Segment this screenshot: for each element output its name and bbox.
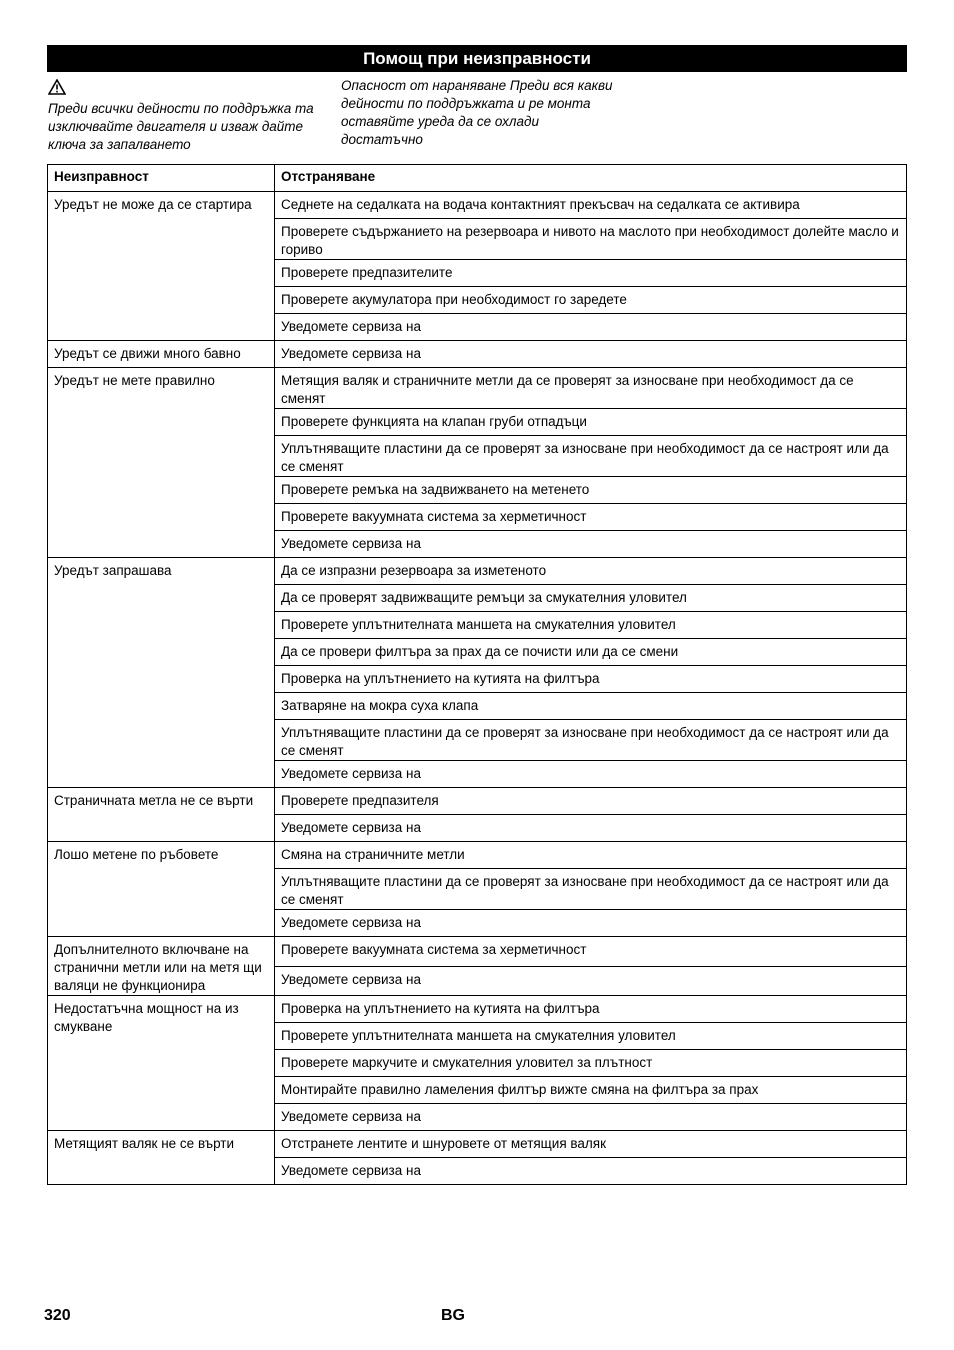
fault-cell: Уредът не мете правилно — [48, 368, 275, 558]
fault-cell: Уредът запрашава — [48, 558, 275, 788]
remedy-cell: Проверете вакуумната система за херметичност — [275, 504, 907, 531]
remedy-cell: Отстранете лентите и шнуровете от метящия валяк — [275, 1131, 907, 1158]
remedy-cell: Уведомете сервиза на — [275, 341, 907, 368]
remedy-cell: Проверете предпазителите — [275, 260, 907, 287]
remedy-cell: Проверете вакуумната система за херметичност — [275, 937, 907, 967]
remedy-cell: Проверка на уплътнението на кутията на филтъра — [275, 996, 907, 1023]
remedy-cell: Проверете маркучите и смукателния уловител за плътност — [275, 1050, 907, 1077]
remedy-cell: Проверете функцията на клапан груби отпадъци — [275, 409, 907, 436]
remedy-cell: Уведомете сервиза на — [275, 910, 907, 937]
table-row — [48, 192, 907, 219]
remedy-cell: Уплътняващите пластини да се проверят за износване при необходимост да се настроят или да се сменят — [275, 869, 907, 910]
table-row — [48, 842, 907, 869]
fault-cell: Уредът не може да се стартира — [48, 192, 275, 341]
page-number: 320 — [44, 1307, 71, 1324]
fault-cell: Страничната метла не се върти — [48, 788, 275, 842]
remedy-cell: Уведомете сервиза на — [275, 531, 907, 558]
remedy-cell: Проверете уплътнителната маншета на смукателния уловител — [275, 612, 907, 639]
remedy-cell: Проверете съдържанието на резервоара и нивото на маслото при необходимост долейте масло и гориво — [275, 219, 907, 260]
remedy-cell: Проверете акумулатора при необходимост го заредете — [275, 287, 907, 314]
remedy-cell: Уведомете сервиза на — [275, 1104, 907, 1131]
section-title: Помощ при неизправности — [47, 45, 907, 72]
fault-cell: Лошо метене по ръбовете — [48, 842, 275, 937]
column-header-remedy: Отстраняване — [275, 165, 907, 192]
table-row — [48, 558, 907, 585]
fault-cell: Недостатъчна мощност на из смукване — [48, 996, 275, 1131]
remedy-cell: Метящия валяк и страничните метли да се проверят за износване при необходимост да се сменят — [275, 368, 907, 409]
table-row — [48, 1131, 907, 1158]
table-row — [48, 341, 907, 368]
remedy-cell: Уведомете сервиза на — [275, 966, 907, 996]
remedy-cell: Уплътняващите пластини да се проверят за износване при необходимост да се настроят или да се сменят — [275, 436, 907, 477]
table-row — [48, 937, 907, 967]
warning-note-right: Опасност от нараняване Преди вся какви дейности по поддръжката и ре монта оставяйте уреда да се охлади достатъчно — [341, 78, 613, 147]
fault-cell: Метящият валяк не се върти — [48, 1131, 275, 1185]
remedy-cell: Проверете предпазителя — [275, 788, 907, 815]
table-row — [48, 368, 907, 409]
remedy-cell: Затваряне на мокра суха клапа — [275, 693, 907, 720]
warning-triangle-icon — [48, 79, 66, 95]
remedy-cell: Уведомете сервиза на — [275, 815, 907, 842]
remedy-cell: Монтирайте правилно ламеления филтър вижте смяна на филтъра за прах — [275, 1077, 907, 1104]
remedy-cell: Да се проверят задвижващите ремъци за смукателния уловител — [275, 585, 907, 612]
table-header-row — [48, 165, 907, 192]
language-code: BG — [441, 1307, 465, 1324]
troubleshooting-table — [47, 164, 907, 1185]
remedy-cell: Смяна на страничните метли — [275, 842, 907, 869]
table-row — [48, 788, 907, 815]
remedy-cell: Проверете уплътнителната маншета на смукателния уловител — [275, 1023, 907, 1050]
remedy-cell: Уплътняващите пластини да се проверят за износване при необходимост да се настроят или да се сменят — [275, 720, 907, 761]
remedy-cell: Седнете на седалката на водача контактният прекъсвач на седалката се активира — [275, 192, 907, 219]
table-body — [48, 192, 907, 1185]
remedy-cell: Проверете ремъка на задвижването на метенето — [275, 477, 907, 504]
remedy-cell: Да се изпразни резервоара за изметеното — [275, 558, 907, 585]
remedy-cell: Да се провери филтъра за прах да се почисти или да се смени — [275, 639, 907, 666]
fault-cell: Уредът се движи много бавно — [48, 341, 275, 368]
remedy-cell: Проверка на уплътнението на кутията на филтъра — [275, 666, 907, 693]
fault-cell: Допълнителното включване на странични метли или на метя щи валяци не функционира — [48, 937, 275, 996]
warning-note-left: Преди всички дейности по поддръжка та изключвайте двигателя и изваж дайте ключа за запалването — [48, 101, 314, 152]
remedy-cell: Уведомете сервиза на — [275, 1158, 907, 1185]
remedy-cell: Уведомете сервиза на — [275, 761, 907, 788]
table-row — [48, 996, 907, 1023]
column-header-fault: Неизправност — [48, 165, 275, 192]
remedy-cell: Уведомете сервиза на — [275, 314, 907, 341]
